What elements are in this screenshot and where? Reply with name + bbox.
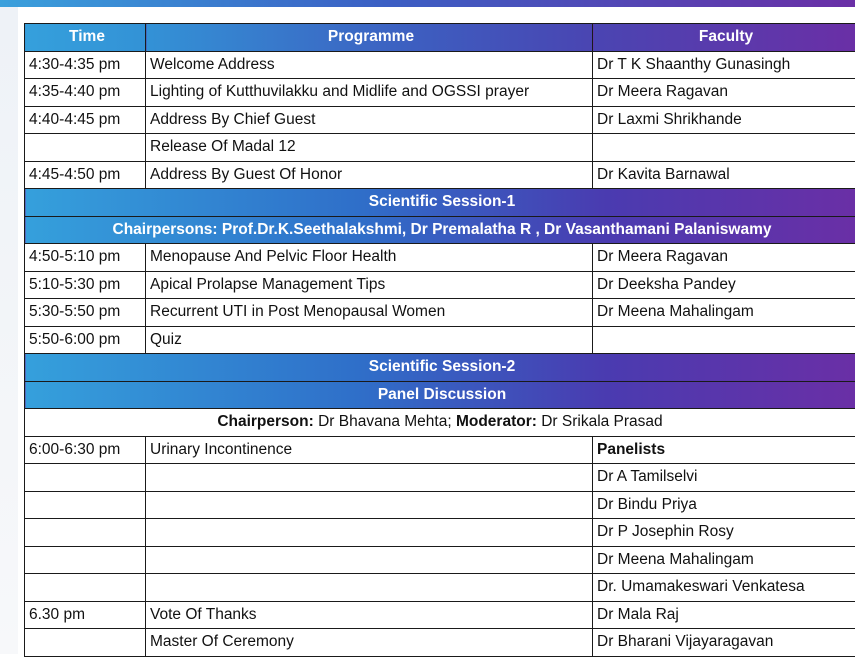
session1-title: Scientific Session-1 xyxy=(25,189,855,217)
rows-opening xyxy=(25,51,855,189)
table-row xyxy=(25,106,855,134)
faculty-cell: Dr T K Shaanthy Gunasingh xyxy=(593,51,855,79)
top-accent-bar xyxy=(0,0,855,7)
moderator-label: Moderator: xyxy=(456,413,537,430)
panelists-label: Panelists xyxy=(593,436,855,464)
rows-panel xyxy=(25,436,855,601)
programme-cell: Menopause And Pelvic Floor Health xyxy=(146,244,593,272)
time-cell xyxy=(25,629,146,657)
session1-chair-row xyxy=(25,216,855,244)
session2-chair-cell xyxy=(25,409,855,437)
faculty-cell: Dr Mala Raj xyxy=(593,601,855,629)
table-row xyxy=(25,519,855,547)
time-cell xyxy=(25,574,146,602)
programme-cell: Welcome Address xyxy=(146,51,593,79)
header-faculty: Faculty xyxy=(593,24,855,52)
programme-table xyxy=(24,23,855,657)
programme-cell: Recurrent UTI in Post Menopausal Women xyxy=(146,299,593,327)
faculty-cell: Dr Meera Ragavan xyxy=(593,79,855,107)
time-cell: 4:50-5:10 pm xyxy=(25,244,146,272)
time-cell: 5:10-5:30 pm xyxy=(25,271,146,299)
table-row xyxy=(25,629,855,657)
faculty-cell xyxy=(593,326,855,354)
table-row xyxy=(25,464,855,492)
session2-chair-row xyxy=(25,409,855,437)
programme-cell: Apical Prolapse Management Tips xyxy=(146,271,593,299)
table-row xyxy=(25,134,855,162)
programme-cell xyxy=(146,464,593,492)
table-row xyxy=(25,244,855,272)
table-row xyxy=(25,51,855,79)
table-row xyxy=(25,546,855,574)
programme-cell xyxy=(146,519,593,547)
time-cell: 4:40-4:45 pm xyxy=(25,106,146,134)
programme-cell xyxy=(146,491,593,519)
faculty-cell: Dr Deeksha Pandey xyxy=(593,271,855,299)
moderator-name: Dr Srikala Prasad xyxy=(537,413,663,430)
faculty-cell: Dr P Josephin Rosy xyxy=(593,519,855,547)
time-cell: 4:45-4:50 pm xyxy=(25,161,146,189)
faculty-cell: Dr Meena Mahalingam xyxy=(593,299,855,327)
programme-cell: Master Of Ceremony xyxy=(146,629,593,657)
faculty-cell: Dr Bindu Priya xyxy=(593,491,855,519)
panel-discussion-row xyxy=(25,381,855,409)
table-row xyxy=(25,326,855,354)
time-cell xyxy=(25,519,146,547)
time-cell: 4:30-4:35 pm xyxy=(25,51,146,79)
programme-cell: Release Of Madal 12 xyxy=(146,134,593,162)
chairperson-label: Chairperson: xyxy=(217,413,313,430)
table-row xyxy=(25,299,855,327)
time-cell: 5:30-5:50 pm xyxy=(25,299,146,327)
table-row xyxy=(25,161,855,189)
programme-cell: Address By Guest Of Honor xyxy=(146,161,593,189)
time-cell xyxy=(25,134,146,162)
table-row xyxy=(25,79,855,107)
table-row xyxy=(25,271,855,299)
programme-cell: Urinary Incontinence xyxy=(146,436,593,464)
faculty-cell: Dr Laxmi Shrikhande xyxy=(593,106,855,134)
programme-cell xyxy=(146,546,593,574)
programme-cell: Lighting of Kutthuvilakku and Midlife and OGSSI prayer xyxy=(146,79,593,107)
programme-cell: Vote Of Thanks xyxy=(146,601,593,629)
time-cell xyxy=(25,491,146,519)
programme-cell: Address By Chief Guest xyxy=(146,106,593,134)
header-time: Time xyxy=(25,24,146,52)
time-cell: 4:35-4:40 pm xyxy=(25,79,146,107)
faculty-cell: Dr Meera Ragavan xyxy=(593,244,855,272)
session1-title-row xyxy=(25,189,855,217)
table-row xyxy=(25,574,855,602)
panel-discussion-title: Panel Discussion xyxy=(25,381,855,409)
rows-closing xyxy=(25,601,855,656)
table-row xyxy=(25,491,855,519)
chairperson-name: Dr Bhavana Mehta; xyxy=(314,413,456,430)
header-programme: Programme xyxy=(146,24,593,52)
session2-title: Scientific Session-2 xyxy=(25,354,855,382)
faculty-cell: Dr Meena Mahalingam xyxy=(593,546,855,574)
time-cell: 5:50-6:00 pm xyxy=(25,326,146,354)
programme-cell: Quiz xyxy=(146,326,593,354)
left-margin-strip xyxy=(0,7,18,654)
time-cell: 6.30 pm xyxy=(25,601,146,629)
faculty-cell: Dr A Tamilselvi xyxy=(593,464,855,492)
time-cell xyxy=(25,464,146,492)
rows-session1 xyxy=(25,244,855,354)
table-row xyxy=(25,436,855,464)
table-header-row xyxy=(25,24,855,52)
session2-title-row xyxy=(25,354,855,382)
session1-chairpersons: Chairpersons: Prof.Dr.K.Seethalakshmi, Dr Premalatha R , Dr Vasanthamani Palaniswamy xyxy=(25,216,855,244)
faculty-cell xyxy=(593,134,855,162)
faculty-cell: Dr Kavita Barnawal xyxy=(593,161,855,189)
table-row xyxy=(25,601,855,629)
faculty-cell: Dr. Umamakeswari Venkatesa xyxy=(593,574,855,602)
faculty-cell: Dr Bharani Vijayaragavan xyxy=(593,629,855,657)
time-cell xyxy=(25,546,146,574)
time-cell: 6:00-6:30 pm xyxy=(25,436,146,464)
programme-cell xyxy=(146,574,593,602)
